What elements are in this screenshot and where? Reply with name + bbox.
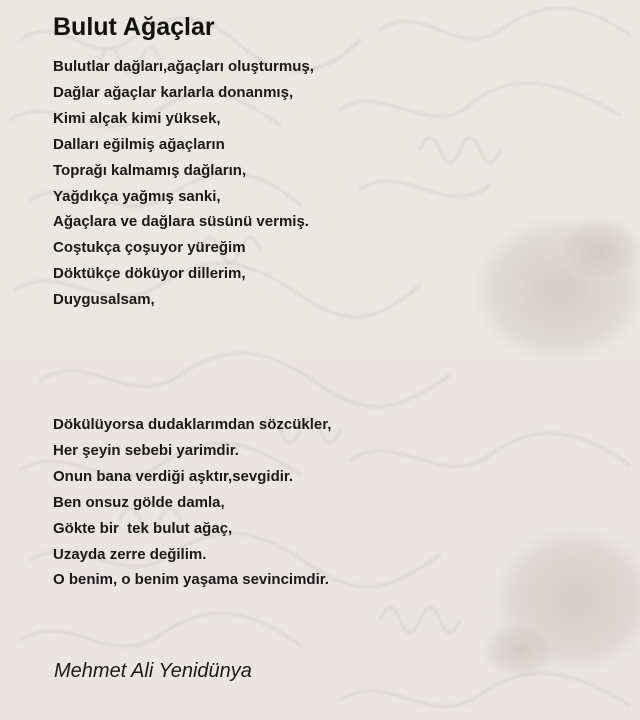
poem-line: O benim, o benim yaşama sevincimdir.	[53, 571, 329, 589]
poem-line: Bulutlar dağları,ağaçları oluşturmuş,	[53, 58, 314, 75]
poem-line: Ağaçlara ve dağlara süsünü vermiş.	[53, 213, 309, 231]
poem-line: Dağlar ağaçlar karlarla donanmış,	[53, 83, 294, 101]
poem-line: Toprağı kalmamış dağların,	[53, 161, 247, 179]
poem-line: Döktükçe döküyor dillerim,	[53, 265, 246, 283]
poem-line: Her şeyin sebebi yarimdir.	[53, 441, 239, 459]
poem-title: Bulut Ağaçlar	[53, 13, 215, 41]
poem-line: Dalları eğilmiş ağaçların	[53, 135, 225, 153]
stanza-2	[53, 412, 331, 593]
stanza-1	[53, 54, 314, 313]
poem-line: Ben onsuz gölde damla,	[53, 493, 225, 511]
poem-line: Onun bana verdiği aşktır,sevgidir.	[53, 467, 294, 485]
poem-line: Dökülüyorsa dudaklarımdan sözcükler,	[53, 416, 332, 433]
poem-line: Duygusalsam,	[53, 291, 155, 309]
poem-line: Uzayda zerre değilim.	[53, 545, 207, 563]
poem-line: Coştukça çoşuyor yüreğim	[53, 239, 246, 257]
poem-author: Mehmet Ali Yenidünya	[54, 660, 252, 682]
poem-line: Gökte bir tek bulut ağaç,	[53, 519, 233, 537]
poem-line: Yağdıkça yağmış sanki,	[53, 187, 221, 205]
poem-line: Kimi alçak kimi yüksek,	[53, 109, 221, 127]
